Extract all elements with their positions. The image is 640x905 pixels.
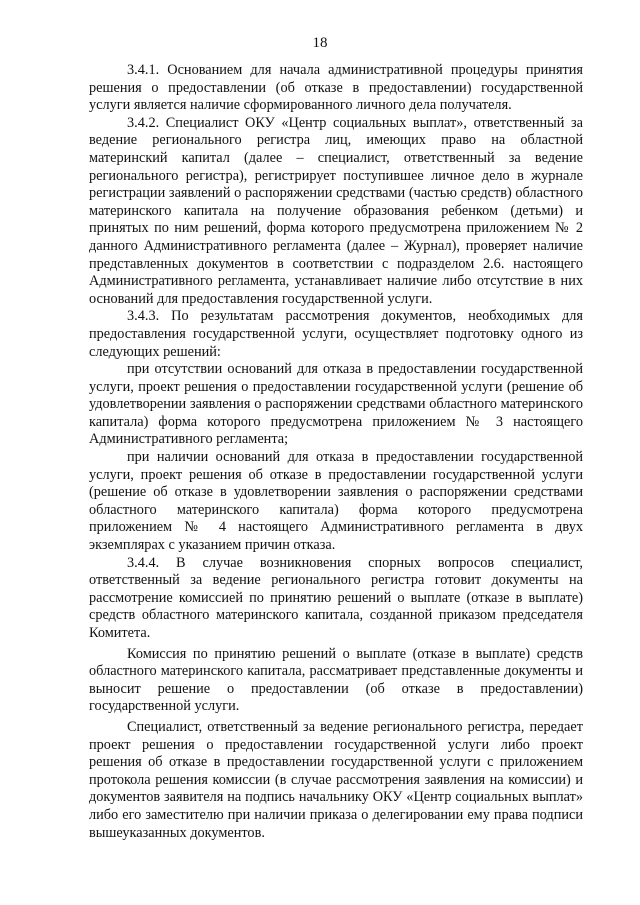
page-number: 18 [312,35,328,51]
paragraph-no-grounds-for-refusal: при отсутствии оснований для отказа в предоставлении государственной услуги, проект решения о предоставлении государственной услуги (решение об удовлетворении заявления о распоряжении средствами областного материнского капитала) форма которого предусмотрена приложением № 3 настоящего Административного регламента; [89,361,583,448]
paragraph-commission: Комиссия по принятию решений о выплате (отказе в выплате) средств областного материнского капитала, рассматривает представленные документы и выносит решение о предоставлении (об отказе в предоставлении) государственной услуги. [89,645,583,715]
paragraph-3-4-3: 3.4.3. По результатам рассмотрения документов, необходимых для предоставления государственной услуги, осуществляет подготовку одного из следующих решений: [89,308,583,360]
paragraph-3-4-2: 3.4.2. Специалист ОКУ «Центр социальных выплат», ответственный за ведение регионального регистра лиц, имеющих право на областной материнский капитал (далее – специалист, ответственный за ведение регионального регистра), регистрирует поступившее личное дело в журнале регистрации заявлений о распоряжении средствами (частью средств) областного материнского капитала на получение образования ребенком (детьми) и принятых по ним решений, форма которого предусмотрена приложением № 2 данного Административного регламента (далее – Журнал), проверяет наличие представленных документов в соответствии с подразделом 2.6. настоящего Административного регламента, устанавливает наличие либо отсутствие в них оснований для предоставления государственной услуги. [89,114,583,307]
paragraph-grounds-for-refusal: при наличии оснований для отказа в предоставлении государственной услуги, проект решения об отказе в предоставлении государственной услуги (решение об отказе в удовлетворении заявления о распоряжении средствами областного материнского капитала) форма которого предусмотрена приложением № 4 настоящего Административного регламента в двух экземплярах с указанием причин отказа. [89,449,583,554]
paragraph-specialist-submission: Специалист, ответственный за ведение регионального регистра, передает проект решения о предоставлении государственной услуги либо проект решения об отказе в предоставлении государственной услуги с приложением протокола решения комиссии (в случае рассмотрения заявления на комиссии) и документов заявителя на подпись начальнику ОКУ «Центр социальных выплат» либо его заместителю при наличии приказа о делегировании ему права подписи вышеуказанных документов. [89,718,583,841]
paragraph-3-4-1: 3.4.1. Основанием для начала административной процедуры принятия решения о предоставлении (об отказе в предоставлении) государственной услуги является наличие сформированного личного дела получателя. [89,62,583,114]
paragraph-3-4-4: 3.4.4. В случае возникновения спорных вопросов специалист, ответственный за ведение регионального регистра готовит документы на рассмотрение комиссией по принятию решений о выплате (отказе в выплате) средств областного материнского капитала, созданной приказом председателя Комитета. [89,554,583,641]
document-body [89,62,583,842]
